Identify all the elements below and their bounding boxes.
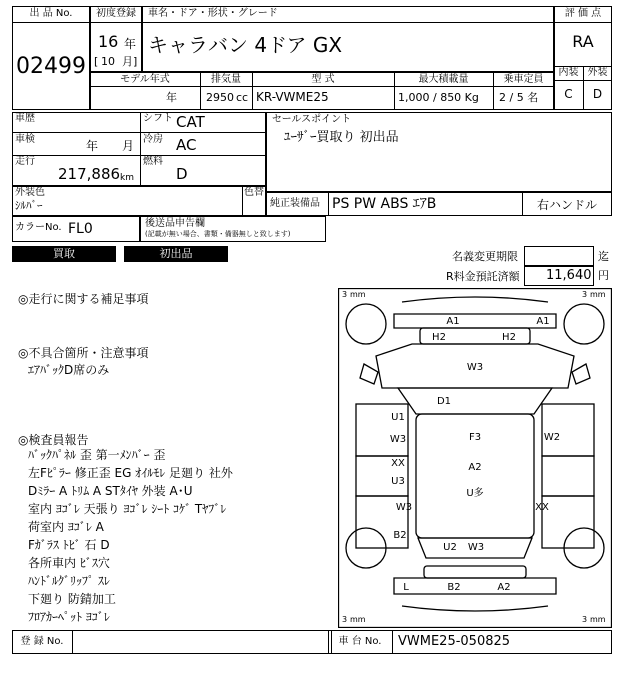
first-listing-tag: 初出品 (124, 246, 228, 262)
car-name-label: 車名・ドア・形状・グレード (148, 8, 278, 19)
sales-point-label: セールスポイント (272, 114, 352, 125)
first-registration-year: 16 (98, 32, 119, 51)
lot-number-label: 出 品 No. (29, 8, 73, 19)
color-value: ｼﾙﾊﾞｰ (15, 199, 43, 212)
interior-label: 内装 (558, 67, 579, 78)
mark-a2-rear: A2 (497, 582, 511, 593)
recycle-label: R料金預託済額 (446, 270, 520, 283)
first-registration-month-open: [ (94, 55, 99, 68)
post-docs-note: (記載が無い場合、書類・備器無しと致します) (145, 230, 291, 238)
tire-unit-front-left: mm (350, 290, 366, 299)
shift-label: シフト (143, 113, 173, 124)
mark-a1-right: A1 (536, 316, 550, 327)
displacement-unit: cc (236, 91, 249, 104)
tire-unit-front-right: mm (590, 290, 606, 299)
mark-h2-left: H2 (432, 332, 446, 343)
post-docs-label: 後送品申告欄 (145, 218, 205, 229)
mileage-label: 走行 (15, 156, 35, 167)
displacement-value: 2950 (206, 91, 234, 104)
first-registration-month-unit: 月] (122, 55, 138, 68)
tire-depth-front-right: 3 (582, 290, 588, 299)
capacity-label: 乗車定員 (503, 74, 544, 85)
tire-unit-rear-left: mm (350, 615, 366, 624)
mark-l-rear: L (403, 582, 409, 593)
mark-u1: U1 (391, 412, 405, 423)
mark-xx-left: XX (391, 458, 405, 469)
mark-w2: W2 (543, 432, 561, 443)
details-left (12, 112, 266, 186)
mark-f3: F3 (468, 432, 482, 443)
inspector-title: ◎検査員報告 (18, 433, 89, 447)
tire-unit-rear-right: mm (590, 615, 606, 624)
mark-b2-left: B2 (393, 530, 407, 541)
equipment-label: 純正装備品 (270, 198, 320, 209)
mileage-unit: km (120, 173, 134, 183)
lot-number: 02499 (16, 54, 86, 79)
ac-label: 冷房 (143, 134, 163, 145)
car-name: キャラバン 4ドア GX (148, 33, 343, 57)
mark-w3-left-rear: W3 (395, 502, 413, 513)
score-value: RA (572, 32, 594, 51)
mark-w3-hood: W3 (466, 362, 484, 373)
mark-u2: U2 (443, 542, 457, 553)
equipment-value: PS PW ABS ｴｱB (332, 196, 437, 212)
chassis-no-label: 車 台 No. (338, 636, 382, 647)
score-label: 評 価 点 (564, 8, 602, 19)
mark-d1: D1 (436, 396, 452, 407)
color-no-value: FL0 (68, 221, 93, 237)
first-registration-month: 10 (101, 55, 115, 68)
inspector-line: 荷室内 ﾖｺﾞﾚ A (28, 520, 104, 534)
color-no-label: カラーNo. (15, 222, 62, 233)
history-label: 車歴 (15, 113, 35, 124)
defect-notes-title: ◎不具合箇所・注意事項 (18, 346, 149, 360)
car-damage-diagram (338, 288, 612, 628)
driving-notes-title: ◎走行に関する補足事項 (18, 292, 149, 306)
first-registration-year-unit: 年 (124, 37, 137, 51)
max-load-label: 最大積載量 (418, 74, 469, 85)
capacity-value: 2 / 5 名 (499, 91, 539, 104)
tire-depth-rear-left: 3 (342, 615, 348, 624)
purchase-tag: 買取 (12, 246, 116, 262)
mark-w3-back: W3 (467, 542, 485, 553)
mark-a1-left: A1 (446, 316, 460, 327)
mileage-value: 217,886 (58, 165, 121, 183)
tire-depth-rear-right: 3 (582, 615, 588, 624)
mark-b2-rear: B2 (447, 582, 461, 593)
displacement-label: 排気量 (211, 74, 241, 85)
mark-h2-right: H2 (502, 332, 516, 343)
recycle-unit: 円 (598, 269, 609, 282)
inspection-year-unit: 年 (86, 139, 99, 153)
inspector-line: 下廻り 防錆加工 (28, 592, 116, 606)
inspector-line: Fｶﾞﾗｽ ﾄﾋﾞ 石 D (28, 538, 110, 552)
mark-a2: A2 (468, 462, 482, 473)
color-label: 外装色 (15, 187, 45, 198)
defect-note-1: ｴｱﾊﾞｯｸD席のみ (28, 363, 110, 377)
exterior-grade: D (592, 87, 603, 101)
type-value: KR-VWME25 (256, 90, 329, 104)
exterior-label: 外装 (587, 67, 608, 78)
inspector-line: 各所車内 ﾋﾞｽ穴 (28, 556, 110, 570)
ac-value: AC (176, 136, 197, 154)
steering-value: 右ハンドル (536, 198, 597, 212)
registration-no-label: 登 録 No. (20, 636, 64, 647)
type-label: 型 式 (311, 74, 335, 85)
max-load-value: 1,000 / 850 Kg (398, 91, 479, 104)
inspection-label: 車検 (15, 134, 35, 145)
inspection-month-unit: 月 (122, 139, 135, 153)
mark-xx-right: XX (535, 502, 549, 513)
inspector-line: ﾌﾛｱｶｰﾍﾟｯﾄ ﾖｺﾞﾚ (28, 610, 110, 624)
inspector-line: ﾊﾞｯｸﾊﾟﾈﾙ 歪 第一ﾒﾝﾊﾞｰ 歪 (28, 448, 166, 462)
model-year-label: モデル年式 (120, 74, 170, 85)
sales-point-value: ﾕｰｻﾞｰ買取り 初出品 (284, 130, 399, 145)
inspector-line: Dﾐﾗｰ A ﾄﾘﾑ A STﾀｲﾔ 外装 A･U (28, 484, 193, 498)
fuel-value: D (176, 165, 188, 183)
name-change-box (524, 246, 594, 266)
color-box (12, 186, 266, 216)
interior-grade: C (564, 87, 573, 101)
color-change-label: 色替 (244, 187, 264, 198)
mark-u3: U3 (391, 476, 405, 487)
mark-u-many: U多 (466, 488, 484, 499)
mark-w3-left-front-door: W3 (389, 434, 407, 445)
shift-value: CAT (176, 113, 205, 131)
inspector-line: 室内 ﾖｺﾞﾚ 天張り ﾖｺﾞﾚ ｼｰﾄ ｺｹﾞ Tﾔﾌﾞﾚ (28, 502, 227, 516)
recycle-value: 11,640 (546, 268, 592, 283)
tire-depth-front-left: 3 (342, 290, 348, 299)
inspector-line: ﾊﾝﾄﾞﾙｸﾞﾘｯﾌﾟ ｽﾚ (28, 574, 110, 588)
model-year-unit: 年 (166, 91, 177, 104)
first-registration-label: 初度登録 (96, 8, 136, 19)
inspector-line: 左Fﾋﾟﾗｰ 修正歪 EG ｵｲﾙﾓﾚ 足廻り 社外 (28, 466, 233, 480)
name-change-label: 名義変更期限 (452, 250, 518, 263)
name-change-suffix: 迄 (598, 250, 609, 263)
chassis-no-value: VWME25-050825 (398, 634, 511, 649)
fuel-label: 燃料 (143, 156, 163, 167)
